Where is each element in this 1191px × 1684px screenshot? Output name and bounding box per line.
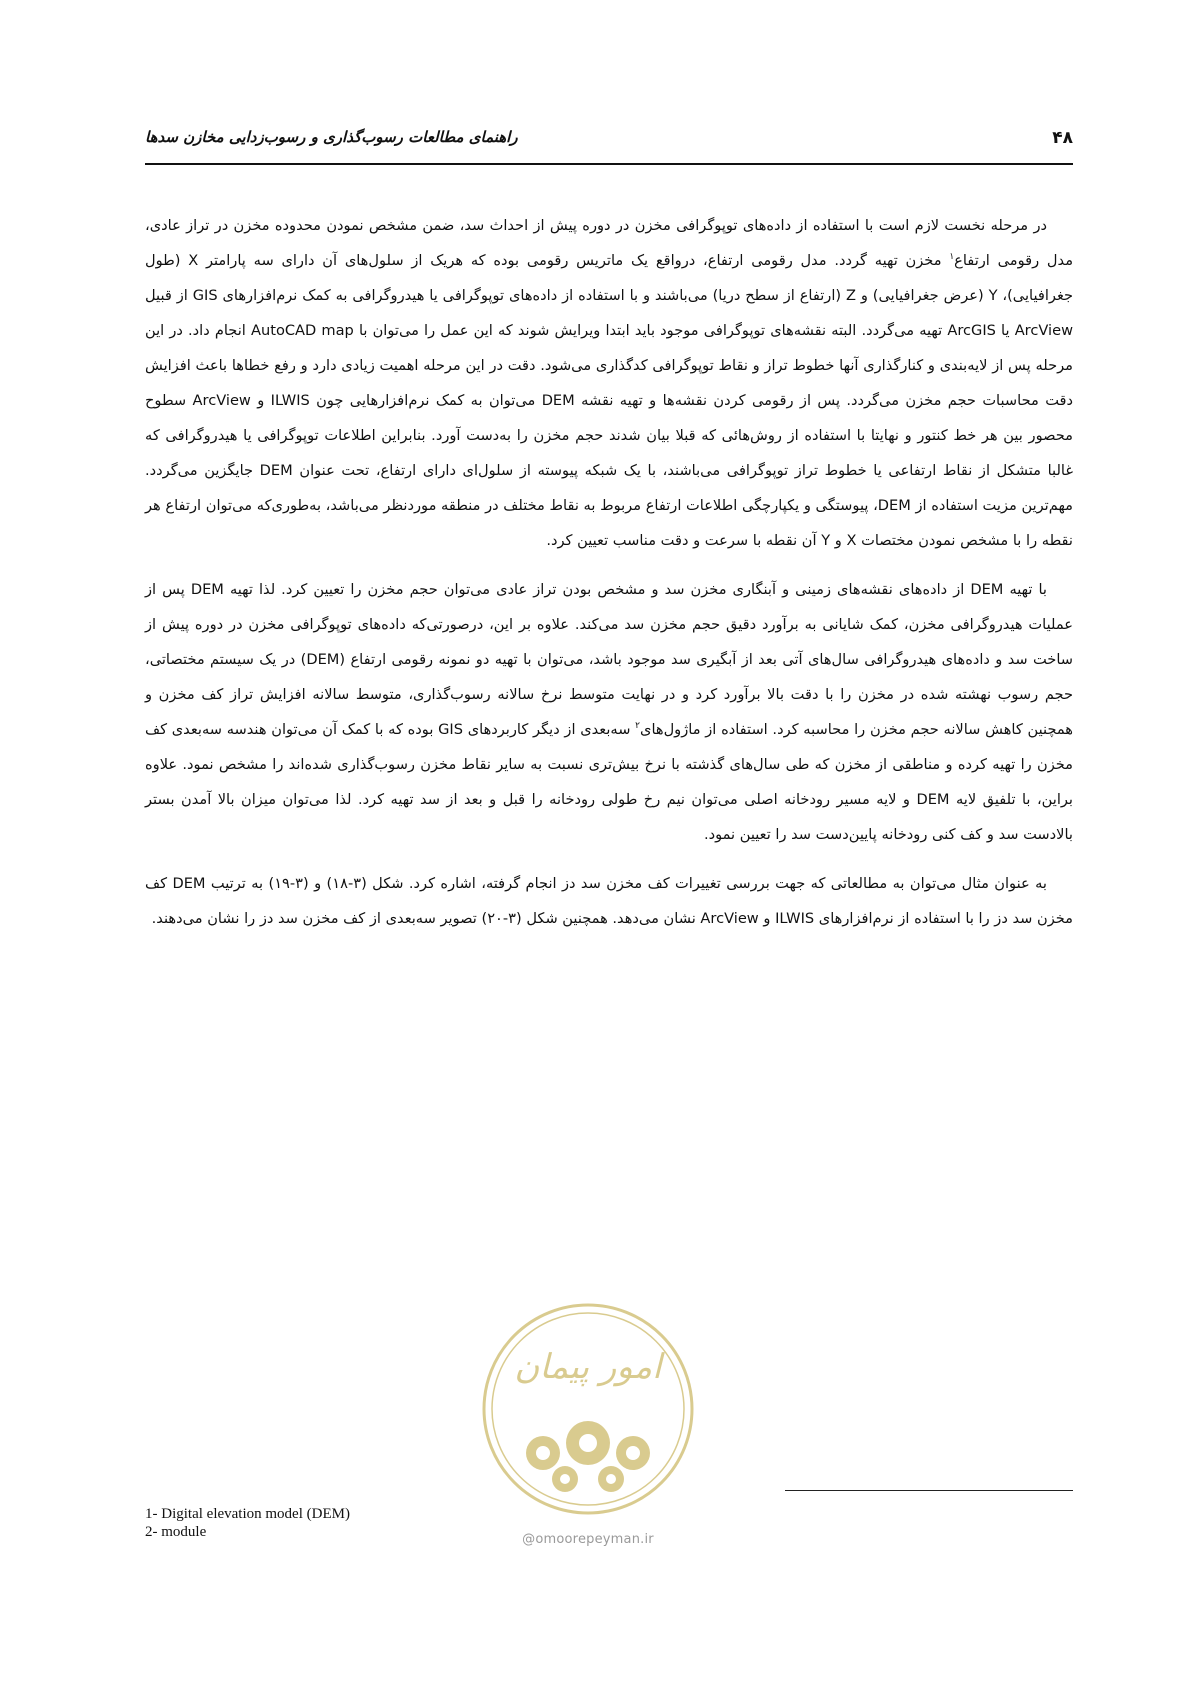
watermark-url: @omoorepeyman.ir: [522, 1532, 654, 1547]
footnotes: [145, 1505, 465, 1541]
running-title: راهنمای مطالعات رسوب‌گذاری و رسوب‌زدایی مخازن سدها: [145, 128, 518, 146]
footnote-reference[interactable]: ۱: [949, 252, 955, 263]
body-text: [145, 208, 1073, 936]
footnote-item: 1- Digital elevation model (DEM): [145, 1506, 350, 1522]
footnote-reference[interactable]: ۲: [635, 721, 641, 732]
footnote-item: 2- module: [145, 1524, 207, 1540]
page-header: [145, 128, 1073, 156]
watermark-logo-text: امور پیمان: [514, 1347, 662, 1387]
footnote-separator: [785, 1490, 1073, 1491]
header-rule: [145, 163, 1073, 165]
paragraph: در مرحله نخست لازم است با استفاده از داده‌های توپوگرافی مخزن در دوره پیش از احداث سد، ضمن مشخص نمودن محدوده مخزن در تراز عادی، مدل رقومی ارتفاع$^۱$ مخزن تهیه گردد. مدل رقومی ارتفاع، درواقع یک ماتریس رقومی بوده که هریک از سلول‌های آن دارای سه پارامتر X (طول جغرافیایی)، Y (عرض جغرافیایی) و Z (ارتفاع از سطح دریا) می‌باشند و با استفاده از داده‌های توپوگرافی یا هیدروگرافی به کمک نرم‌افزارهای GIS از قبیل ArcView یا ArcGIS تهیه می‌گردد. البته نقشه‌های توپوگرافی موجود باید ابتدا ویرایش شوند که این عمل را می‌توان با AutoCAD map انجام داد. در این مرحله پس از لایه‌بندی و کنارگذاری آنها خطوط تراز و نقاط توپوگرافی کدگذاری می‌شود. دقت در این مرحله اهمیت زیادی دارد و رفع خطاها باعث افزایش دقت محاسبات حجم مخزن می‌گردد. پس از رقومی کردن نقشه‌ها و تهیه نقشه DEM می‌توان به کمک نرم‌افزارهایی چون ILWIS و ArcView سطوح محصور بین هر خط کنتور و نهایتا با استفاده از روش‌هائی که قبلا بیان شدند حجم مخزن را به‌دست آورد. بنابراین اطلاعات توپوگرافی یا هیدروگرافی که غالبا متشکل از نقاط ارتفاعی یا خطوط تراز توپوگرافی می‌باشند، با یک شبکه پیوسته از سلول‌ای دارای ارتفاع، تحت عنوان DEM جایگزین می‌گردد. مهم‌ترین مزیت استفاده از DEM، پیوستگی و یکپارچگی اطلاعات ارتفاع مربوط به نقاط مختلف در منطقه موردنظر می‌باشد، به‌طوری‌که می‌توان ارتفاع هر نقطه را با مشخص نمودن مختصات X و Y آن نقطه با سرعت و دقت مناسب تعیین کرد.: [145, 217, 1074, 549]
paragraph: به عنوان مثال می‌توان به مطالعاتی که جهت بررسی تغییرات کف مخزن سد دز انجام گرفته، اشاره کرد. شکل (۳-۱۸) و (۳-۱۹) به ترتیب DEM کف مخزن سد دز را با استفاده از نرم‌افزارهای ILWIS و ArcView نشان می‌دهد. همچنین شکل (۳-۲۰) تصویر سه‌بعدی از کف مخزن سد دز را نشان می‌دهند.: [145, 875, 1073, 927]
watermark-logo: [477, 1283, 699, 1535]
page-number: ۴۸: [1052, 128, 1073, 148]
paragraph: با تهیه DEM از داده‌های نقشه‌های زمینی و آبنگاری مخزن سد و مشخص بودن تراز عادی می‌توان حجم مخزن را تعیین کرد. لذا تهیه DEM پس از عملیات هیدروگرافی مخزن، کمک شایانی به برآورد دقیق حجم مخزن سد می‌کند. علاوه بر این، درصورتی‌که داده‌های توپوگرافی مخزن در دوره پیش از ساخت سد و داده‌های هیدروگرافی سال‌های آتی بعد از آبگیری سد موجود باشد، می‌توان با تهیه دو نمونه رقومی ارتفاع (DEM) در یک سیستم مختصاتی، حجم رسوب نهشته شده در مخزن را با دقت بالا برآورد کرد و در نهایت متوسط نرخ سالانه رسوب‌گذاری، متوسط سالانه افزایش تراز کف مخزن و همچنین کاهش سالانه حجم مخزن را محاسبه کرد. استفاده از ماژول‌های$^۲$ سه‌بعدی از دیگر کاربردهای GIS بوده که با کمک آن می‌توان هندسه سه‌بعدی کف مخزن را تهیه کرده و مناطقی از مخزن که طی سال‌های گذشته با نرخ بیش‌تری نسبت به سایر نقاط مخزن رسوب‌گذاری شده‌اند را مشخص نمود. علاوه براین، با تلفیق لایه DEM و لایه مسیر رودخانه اصلی می‌توان نیم رخ طولی رودخانه را قبل و بعد از سد تهیه کرد. لذا می‌توان میزان بالا آمدن بستر بالادست سد و کف کنی رودخانه پایین‌دست سد را تعیین نمود.: [145, 581, 1073, 843]
at-icon: @: [522, 1532, 536, 1547]
